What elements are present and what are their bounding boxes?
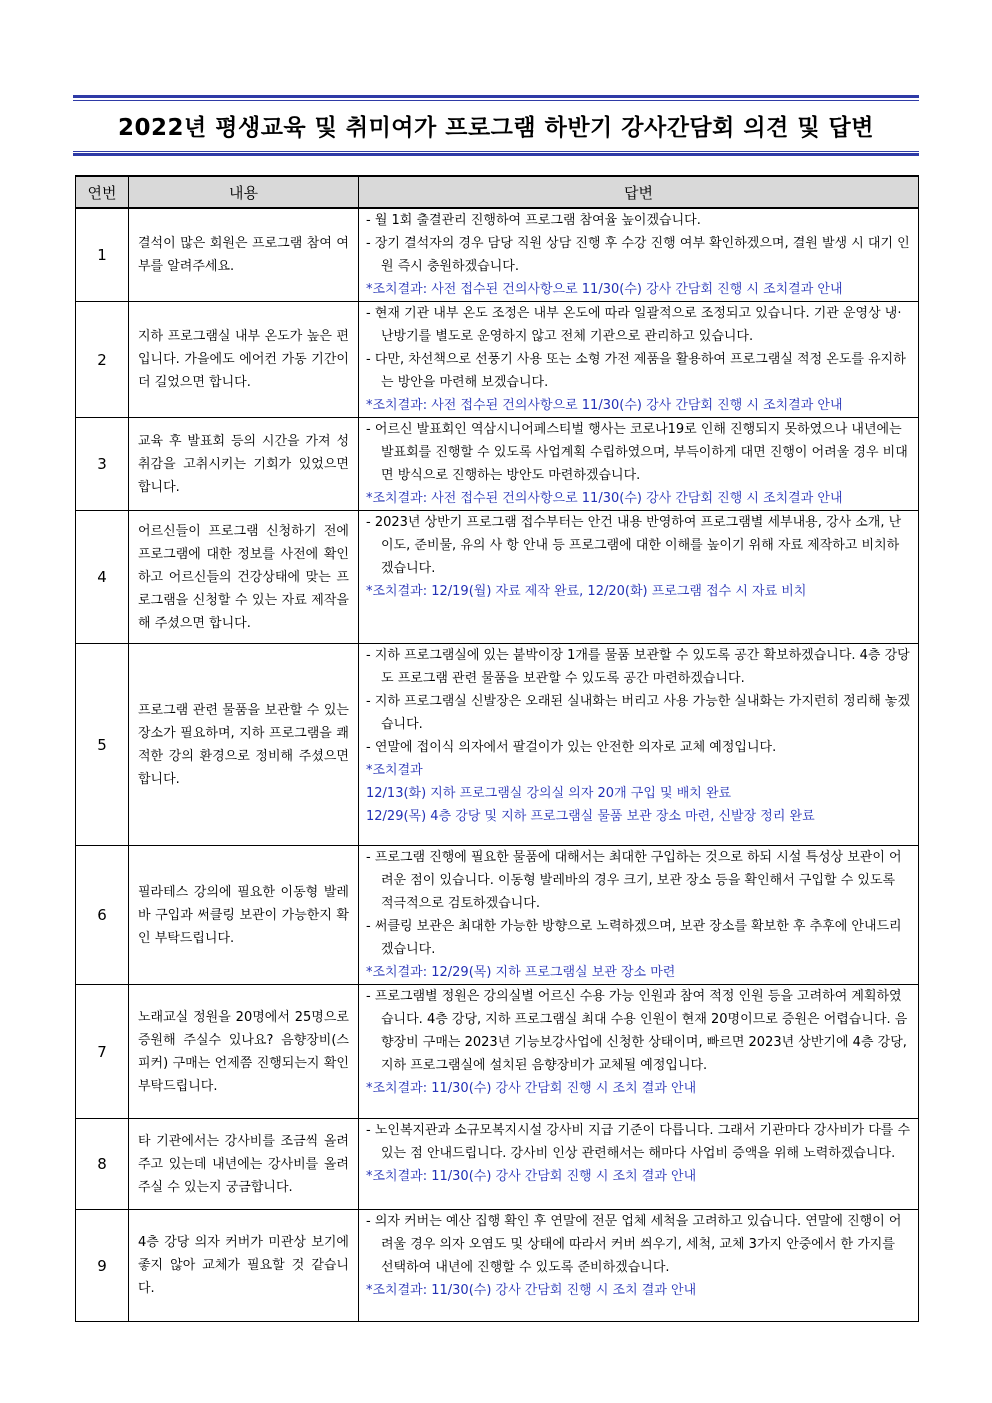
row-answer <box>359 1210 919 1322</box>
table-row <box>76 1210 919 1322</box>
table-row <box>76 208 919 302</box>
row-number: 4 <box>76 511 129 644</box>
row-answer <box>359 208 919 302</box>
row-content: 프로그램 관련 물품을 보관할 수 있는 장소가 필요하며, 지하 프로그램을 쾌적한 강의 환경으로 정비해 주셨으면 합니다. <box>129 644 359 846</box>
answer-item: - 써클링 보관은 최대한 가능한 방향으로 노력하겠으며, 보관 장소를 확보한 후 추후에 안내드리겠습니다. <box>366 919 902 957</box>
answer-item: - 의자 커버는 예산 집행 확인 후 연말에 전문 업체 세척을 고려하고 있습니다. 연말에 진행이 어려울 경우 의자 오염도 및 상태에 따라서 커버 씌우기, 세척, 교체 3가지 안중에서 한 가지를 선택하여 내년에 진행할 수 있도록 준비하겠습니다. <box>366 1214 902 1275</box>
answer-item: - 2023년 상반기 프로그램 접수부터는 안건 내용 반영하여 프로그램별 세부내용, 강사 소개, 난이도, 준비물, 유의 사 항 안내 등 프로그램에 대한 이해를 높이기 위해 자료 제작하고 비치하겠습니다. <box>366 515 902 576</box>
row-number: 1 <box>76 208 129 302</box>
action-result: *조치결과: 12/19(월) 자료 제작 완료, 12/20(화) 프로그램 접수 시 자료 비치 <box>366 584 807 599</box>
table-row <box>76 644 919 846</box>
row-answer <box>359 511 919 644</box>
row-number: 2 <box>76 302 129 418</box>
action-result: *조치결과: 11/30(수) 강사 간담회 진행 시 조치 결과 안내 <box>366 1283 697 1298</box>
table-row <box>76 302 919 418</box>
row-content: 필라테스 강의에 필요한 이동형 발레바 구입과 써클링 보관이 가능한지 확인 부탁드립니다. <box>129 846 359 985</box>
row-content: 어르신들이 프로그램 신청하기 전에 프로그램에 대한 정보를 사전에 확인하고 어르신들의 건강상태에 맞는 프로그램을 신청할 수 있는 자료 제작을 해 주셨으면 합니다. <box>129 511 359 644</box>
table-body <box>76 208 919 1322</box>
row-content: 4층 강당 의자 커버가 미관상 보기에 좋지 않아 교체가 필요할 것 같습니다. <box>129 1210 359 1322</box>
row-content: 교육 후 발표회 등의 시간을 가져 성취감을 고취시키는 기회가 있었으면 합니다. <box>129 418 359 511</box>
row-content: 결석이 많은 회원은 프로그램 참여 여부를 알려주세요. <box>129 208 359 302</box>
action-result: 12/13(화) 지하 프로그램실 강의실 의자 20개 구입 및 배치 완료 <box>366 786 732 801</box>
answer-item: - 다만, 차선책으로 선풍기 사용 또는 소형 가전 제품을 활용하여 프로그램실 적정 온도를 유지하는 방안을 마련해 보겠습니다. <box>366 352 906 390</box>
answer-item: - 지하 프로그램실 신발장은 오래된 실내화는 버리고 사용 가능한 실내화는 가지런히 정리해 놓겠습니다. <box>366 694 911 732</box>
answer-item: - 연말에 접이식 의자에서 팔걸이가 있는 안전한 의자로 교체 예정입니다. <box>366 740 777 755</box>
row-number: 5 <box>76 644 129 846</box>
row-answer <box>359 985 919 1119</box>
title-bottom-rule <box>73 153 919 156</box>
title-bottom-rule-thin <box>73 151 919 152</box>
title-block <box>73 95 919 157</box>
answer-item: - 월 1회 출결관리 진행하여 프로그램 참여율 높이겠습니다. <box>366 213 701 228</box>
title-top-rule <box>73 95 919 98</box>
row-number: 7 <box>76 985 129 1119</box>
page-title: 2022년 평생교육 및 취미여가 프로그램 하반기 강사간담회 의견 및 답변 <box>118 115 874 141</box>
answer-item: - 어르신 발표회인 역삼시니어페스티벌 행사는 코로나19로 인해 진행되지 못하였으나 내년에는 발표회를 진행할 수 있도록 사업계획 수립하였으며, 부득이하게 대면 진행이 어려울 경우 비대면 방식으로 진행하는 방안도 마련하겠습니다. <box>366 422 908 483</box>
title-top-rule-thin <box>73 100 919 101</box>
row-answer <box>359 418 919 511</box>
answer-item: - 노인복지관과 소규모복지시설 강사비 지급 기준이 다릅니다. 그래서 기관마다 강사비가 다를 수 있는 점 안내드립니다. 강사비 인상 관련해서는 해마다 사업비 증액을 위해 노력하겠습니다. <box>366 1123 911 1161</box>
answer-item: - 프로그램별 정원은 강의실별 어르신 수용 가능 인원과 참여 적정 인원 등을 고려하여 계획하였습니다. 4층 강당, 지하 프로그램실 최대 수용 인원이 현재 20명이므로 증원은 어렵습니다. 음향장비 구매는 2023년 기능보강사업에 신청한 상태이며, 빠르면 2023년 상반기에 4층 강당, 지하 프로그램실에 설치된 음향장비가 교체될 예정입니다. <box>366 989 908 1073</box>
answer-item: - 장기 결석자의 경우 담당 직원 상담 진행 후 수강 진행 여부 확인하겠으며, 결원 발생 시 대기 인원 즉시 충원하겠습니다. <box>366 236 910 274</box>
action-result: *조치결과: 12/29(목) 지하 프로그램실 보관 장소 마련 <box>366 965 676 980</box>
row-answer <box>359 846 919 985</box>
action-result: *조치결과: 11/30(수) 강사 간담회 진행 시 조치 결과 안내 <box>366 1081 697 1096</box>
row-number: 3 <box>76 418 129 511</box>
row-number: 6 <box>76 846 129 985</box>
action-result: 12/29(목) 4층 강당 및 지하 프로그램실 물품 보관 장소 마련, 신발장 정리 완료 <box>366 809 815 824</box>
row-number: 8 <box>76 1119 129 1210</box>
action-result: *조치결과: 11/30(수) 강사 간담회 진행 시 조치 결과 안내 <box>366 1169 697 1184</box>
table-row <box>76 1119 919 1210</box>
table-row <box>76 846 919 985</box>
action-result: *조치결과: 사전 접수된 건의사항으로 11/30(수) 강사 간담회 진행 시 조치결과 안내 <box>366 398 843 413</box>
action-result: *조치결과: 사전 접수된 건의사항으로 11/30(수) 강사 간담회 진행 시 조치결과 안내 <box>366 491 843 506</box>
header-no: 연번 <box>76 176 129 208</box>
row-content: 지하 프로그램실 내부 온도가 높은 편입니다. 가을에도 에어컨 가동 기간이 더 길었으면 합니다. <box>129 302 359 418</box>
row-content: 타 기관에서는 강사비를 조금씩 올려 주고 있는데 내년에는 강사비를 올려주실 수 있는지 궁금합니다. <box>129 1119 359 1210</box>
answer-item: - 지하 프로그램실에 있는 붙박이장 1개를 물품 보관할 수 있도록 공간 확보하겠습니다. 4층 강당도 프로그램 관련 물품을 보관할 수 있도록 공간 마련하겠습니다. <box>366 648 910 686</box>
row-content: 노래교실 정원을 20명에서 25명으로 증원해 주실수 있나요? 음향장비(스피커) 구매는 언제쯤 진행되는지 확인 부탁드립니다. <box>129 985 359 1119</box>
answer-item: - 프로그램 진행에 필요한 물품에 대해서는 최대한 구입하는 것으로 하되 시설 특성상 보관이 어려운 점이 있습니다. 이동형 발레바의 경우 크기, 보관 장소 등을 확인해서 구입할 수 있도록 적극적으로 검토하겠습니다. <box>366 850 902 911</box>
row-answer <box>359 302 919 418</box>
header-content: 내용 <box>129 176 359 208</box>
table-row <box>76 985 919 1119</box>
action-result: *조치결과 <box>366 763 423 778</box>
table-row <box>76 511 919 644</box>
opinion-answer-table <box>75 175 919 1322</box>
row-answer <box>359 644 919 846</box>
header-answer: 답변 <box>359 176 919 208</box>
table-row <box>76 418 919 511</box>
row-number: 9 <box>76 1210 129 1322</box>
answer-item: - 현재 기관 내부 온도 조정은 내부 온도에 따라 일괄적으로 조정되고 있습니다. 기관 운영상 냉·난방기를 별도로 운영하지 않고 전체 기관으로 관리하고 있습니다. <box>366 306 902 344</box>
table-header-row <box>76 176 919 208</box>
row-answer <box>359 1119 919 1210</box>
action-result: *조치결과: 사전 접수된 건의사항으로 11/30(수) 강사 간담회 진행 시 조치결과 안내 <box>366 282 843 297</box>
